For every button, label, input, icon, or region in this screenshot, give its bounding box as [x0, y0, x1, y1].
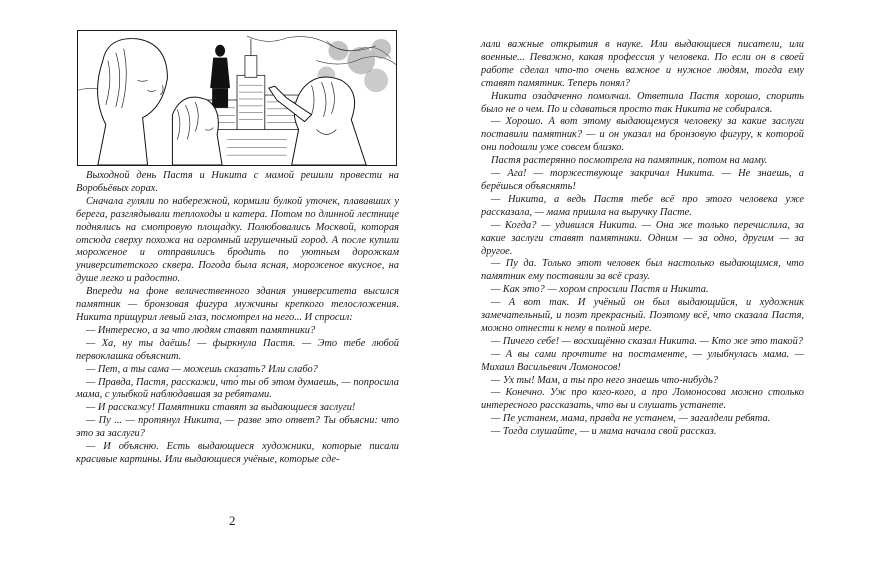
right-page-text: [481, 39, 804, 439]
paragraph: Выходной день Пастя и Никита с мамой решили провести на Воробьёвых горах.: [76, 170, 399, 194]
paragraph: — Пе устанем, мама, правда не устанем, — загалдели ребята.: [491, 413, 771, 425]
paragraph: — Пу ... — протянул Никита, — разве это ответ? Ты объясни: что это за заслуги?: [76, 415, 399, 440]
paragraph: Впереди на фоне величественного здания университета высился памятник — бронзовая фигура мужчины крепкого телосложения. Никита прищурил левый глаз, посмотрел на него... И спросил:: [76, 286, 399, 323]
paragraph: — Ух ты! Мам, а ты про него знаешь что-нибудь?: [491, 374, 718, 386]
paragraph: — Конечно. Уж про кого-кого, а про Ломоносова можно столько интересного рассказать, что вы и слушать устанете.: [481, 387, 804, 412]
paragraph: Никита озадаченно помолчал. Ответила Пастя хорошо, спорить было не о чем. По и сдаваться просто так Никита не собирался.: [481, 90, 804, 115]
paragraph: — Пу да. Только этот человек был настолько выдающимся, что памятник ему поставили за всё сразу.: [481, 258, 804, 283]
paragraph: — Интересно, а за что людям ставят памятники?: [86, 324, 316, 336]
paragraph: — Правда, Пастя, расскажи, что́ ты об этом думаешь, — попросила мама, с улыбкой наблюдавшая за ребятами.: [76, 376, 399, 401]
paragraph: лали важные открытия в науке. Или выдающиеся писатели, или военные... Певажно, какая профессия у человека. По если он в своей работе сделал что-то очень важное и нужное людям, тогда ему ставят памятник. Теперь понял?: [481, 39, 804, 89]
paragraph: — Хорошо. А вот этому выдающемуся человеку за какие заслуги поставили памятник? — и он указал на бронзовую фигуру, к которой они подошли уже совсем близко.: [481, 116, 804, 154]
paragraph: — Ха, ну ты даёшь! — фыркнула Пастя. — Это тебе любой первоклашка объяснит.: [76, 337, 399, 362]
left-page-text: [76, 170, 399, 467]
paragraph: Сначала гуляли по набережной, кормили булкой уточек, плававших у берега, разглядывали теплоходы и катера. Потом по длинной лестнице поднялись на смотровую площадку. Полюбовались Москвой, которая отсюда сверху похожа на огромный игрушечный город. А после купили мороженое и отправились бродить по уютным дорожкам университетского сквера. Погода была ясная, мороженое вкусное, на душе легко и радостно.: [76, 195, 399, 285]
paragraph: Пастя растерянно посмотрела на памятник, потом на маму.: [491, 155, 768, 167]
paragraph: — Ага! — торжествующе закричал Никита. — Не знаешь, а берёшься объяснять!: [481, 168, 804, 192]
children-and-monument-drawing: [78, 31, 396, 165]
paragraph: — Как это? — хором спросили Пастя и Никита.: [491, 284, 709, 296]
paragraph: — Когда? — удивился Никита. — Она же только перечислила, за какие заслуги ставят памятники. Одним — за одно, другим — за другое.: [481, 219, 804, 257]
paragraph: — И расскажу! Памятники ставят за выдающиеся заслуги!: [86, 402, 356, 414]
paragraph: — И объясню. Есть выдающиеся художники, которые писали красивые картины. Или выдающиеся учёные, которые сде-: [76, 441, 399, 465]
page-number: 2: [229, 513, 236, 528]
illustration: [77, 30, 397, 166]
paragraph: — А вот так. И учёный он был выдающийся, и художник замечательный, и поэт прекрасный. Поэтому всё, что сказала Пастя, можно отнести к нему в полной мере.: [481, 297, 804, 334]
paragraph: — Никита, а ведь Пастя тебе всё про этого человека уже рассказала, — мама пришла на выручку Пасте.: [481, 193, 804, 218]
paragraph: — Тогда слушайте, — и мама начала свой рассказ.: [491, 426, 717, 438]
paragraph: — Пичего себе! — восхищённо сказал Никита. — Кто же это такой?: [491, 335, 803, 347]
paragraph: — Пет, а ты сама — можешь сказать? Или слабо?: [86, 363, 318, 375]
paragraph: — А вы сами прочтите на постаменте, — улыбнулась мама. — Михаил Васильевич Ломоносов!: [481, 348, 804, 373]
